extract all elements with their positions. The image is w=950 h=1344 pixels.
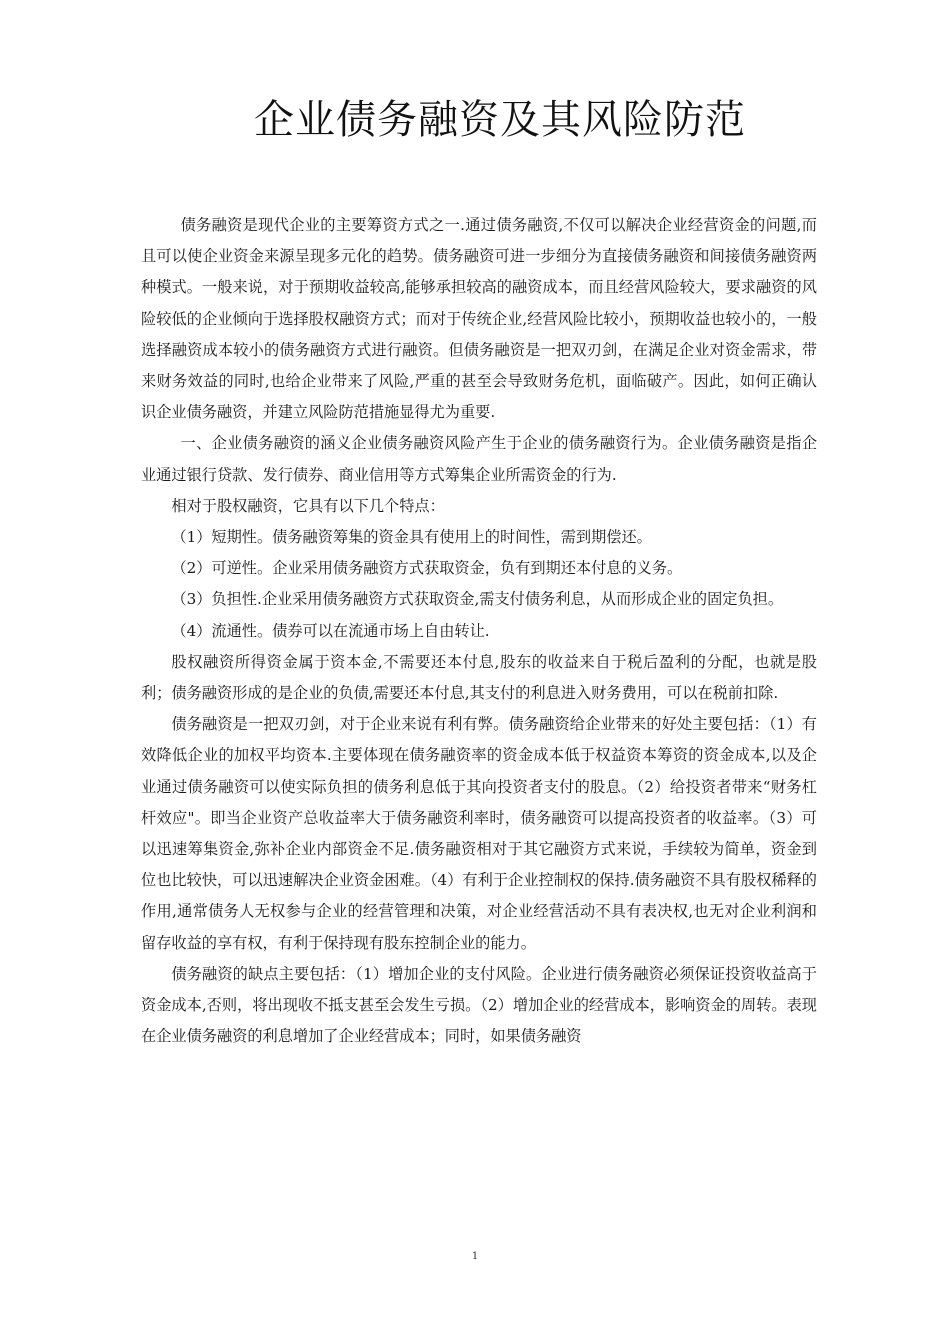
paragraph-feature-2: （2）可逆性。企业采用债务融资方式获取资金，负有到期还本付息的义务。: [171, 559, 683, 578]
paragraph-features-intro: 相对于股权融资，它具有以下几个特点：: [171, 496, 445, 515]
paragraph-feature-3: （3）负担性.企业采用债务融资方式获取资金,需支付债务利息，从而形成企业的固定负担。: [171, 590, 784, 609]
paragraph-advantages: 债务融资是一把双刃剑，对于企业来说有利有弊。债务融资给企业带来的好处主要包括：（1）有效降低企业的加权平均资本.主要体现在债务融资率的资金成本低于权益资本筹资的资金成本,以及企业通过债务融资可以使实际负担的债务利息低于其向投资者支付的股息。（2）给投资者带来“财务杠杆效应"。即当企业资产总收益率大于债务融资利率时，债务融资可以提高投资者的收益率。（3）可以迅速筹集资金,弥补企业内部资金不足.债务融资相对于其它融资方式来说，手续较为简单，资金到位也比较快，可以迅速解决企业资金困难。（4）有利于企业控制权的保持.债务融资不具有股权稀释的作用,通常债务人无权参与企业的经营管理和决策，对企业经营活动不具有表决权,也无对企业利润和留存收益的享有权，有利于保持现有股东控制企业的能力。: [141, 715, 817, 952]
page-number: 1: [471, 1251, 479, 1262]
paragraph-intro: 债务融资是现代企业的主要筹资方式之一.通过债务融资,不仅可以解决企业经营资金的问题,而且可以使企业资金来源呈现多元化的趋势。债务融资可进一步细分为直接债务融资和间接债务融资两种模式。一般来说，对于预期收益较高,能够承担较高的融资成本，而且经营风险较大，要求融资的风险较低的企业倾向于选择股权融资方式；而对于传统企业,经营风险比较小，预期收益也较小的，一般选择融资成本较小的债务融资方式进行融资。但债务融资是一把双刃剑，在满足企业对资金需求，带来财务效益的同时,也给企业带来了风险,严重的甚至会导致财务危机，面临破产。因此，如何正确认识企业债务融资，并建立风险防范措施显得尤为重要.: [141, 216, 817, 422]
paragraph-feature-1: （1）短期性。债务融资筹集的资金具有使用上的时间性，需到期偿还。: [171, 528, 652, 547]
document-body: [141, 210, 817, 1052]
document-title: 企业债务融资及其风险防范: [254, 97, 746, 143]
paragraph-equity-comparison: 股权融资所得资金属于资本金,不需要还本付息,股东的收益来自于税后盈利的分配，也就是股利；债务融资形成的是企业的负债,需要还本付息,其支付的利息进入财务费用，可以在税前扣除.: [141, 652, 817, 703]
paragraph-section-1: 一、企业债务融资的涵义企业债务融资风险产生于企业的债务融资行为。企业债务融资是指企业通过银行贷款、发行债券、商业信用等方式筹集企业所需资金的行为.: [141, 434, 817, 484]
paragraph-feature-4: （4）流通性。债券可以在流通市场上自由转让.: [171, 621, 490, 640]
paragraph-disadvantages: 债务融资的缺点主要包括：（1）增加企业的支付风险。企业进行债务融资必须保证投资收益高于资金成本,否则，将出现收不抵支甚至会发生亏损。（2）增加企业的经营成本，影响资金的周转。表现在企业债务融资的利息增加了企业经营成本；同时，如果债务融资: [141, 964, 817, 1046]
